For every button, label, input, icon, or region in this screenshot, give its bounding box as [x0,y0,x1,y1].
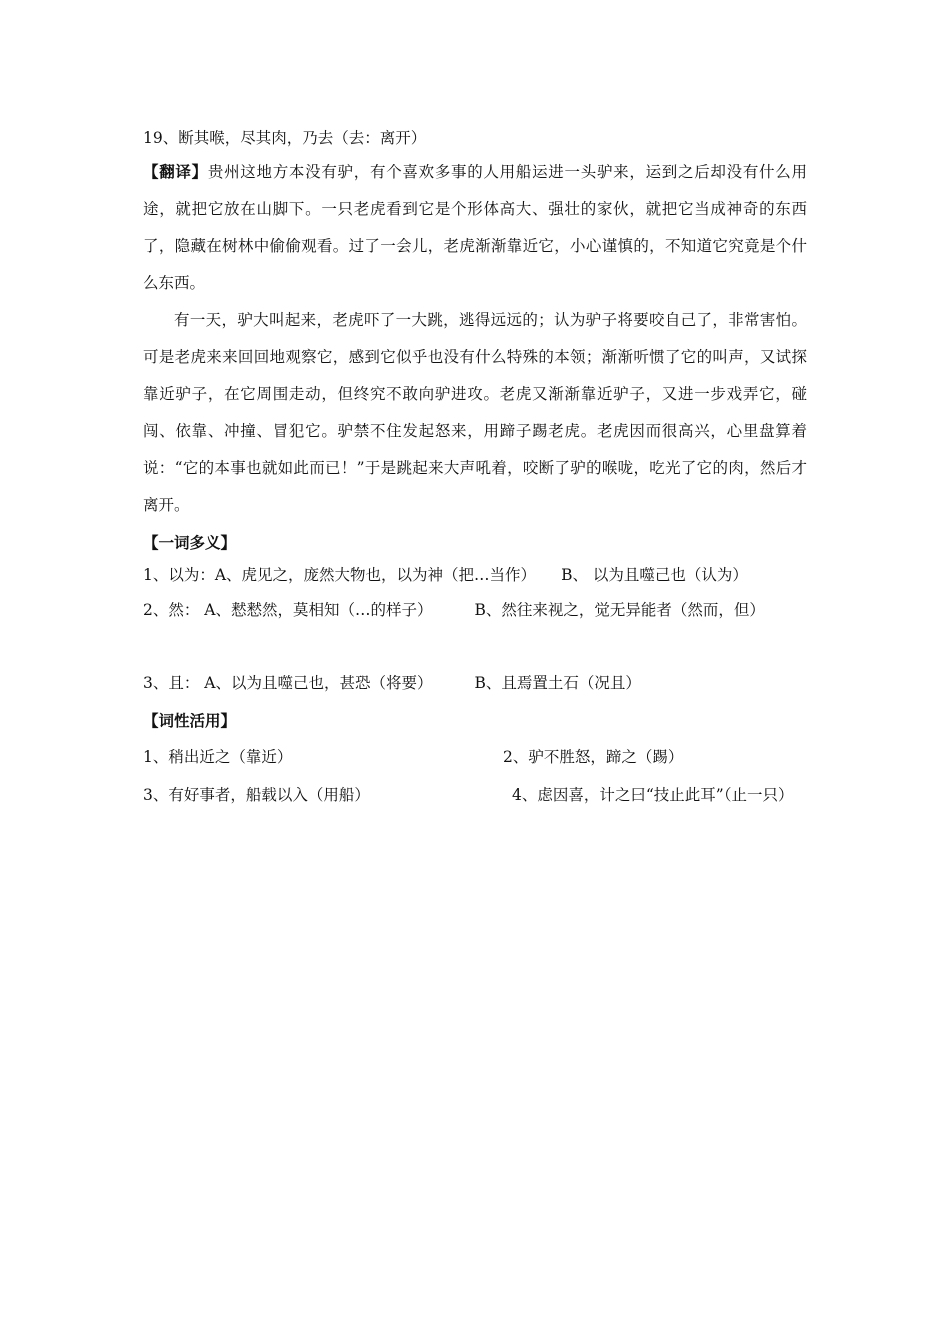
conversion-row-1 [143,739,807,775]
polysemy-item-1 [143,558,807,593]
document-page [143,120,807,813]
translation-heading: 【翻译】 [143,162,208,181]
polysemy-item-1-a: 1、以为：A、虎见之，庞然大物也，以为神（把…当作） [143,566,537,584]
polysemy-heading: 【一词多义】 [143,533,237,552]
polysemy-item-2-a: 2、然： A、慭慭然，莫相知（…的样子） [143,601,433,619]
conversion-heading: 【词性活用】 [143,711,237,730]
polysemy-item-3-a: 3、且： A、以为且噬己也，甚恐（将要） [143,674,433,692]
conversion-item-2: 2、驴不胜怒，蹄之（踢） [503,748,684,766]
annotation-line-19: 19、断其喉，尽其肉，乃去（去：离开） [143,129,427,147]
translation-text-1: 贵州这地方本没有驴，有个喜欢多事的人用船运进一头驴来，运到之后却没有什么用途，就把它放在山脚下。一只老虎看到它是个形体高大、强壮的家伙，就把它当成神奇的东西了，隐藏在树林中偷偷观看。过了一会儿，老虎渐渐靠近它，小心谨慎的，不知道它究竟是个什么东西。 [143,163,807,292]
polysemy-item-3-b: B、且焉置土石（况且） [474,674,641,692]
polysemy-item-2 [143,593,807,628]
polysemy-item-3 [143,663,807,703]
conversion-item-4: 4、虑因喜，计之曰“技止此耳”（止一只） [512,786,794,804]
polysemy-item-2-b: B、然往来视之，觉无异能者（然而，但） [474,601,765,619]
polysemy-item-1-b: B、 以为且噬己也（认为） [561,566,748,584]
conversion-item-3: 3、有好事者，船载以入（用船） [143,786,370,804]
translation-paragraph-2: 有一天，驴大叫起来，老虎吓了一大跳，逃得远远的；认为驴子将要咬自己了，非常害怕。可是老虎来来回回地观察它，感到它似乎也没有什么特殊的本领；渐渐听惯了它的叫声，又试探靠近驴子，在它周围走动，但终究不敢向驴进攻。老虎又渐渐靠近驴子，又进一步戏弄它，碰闯、依靠、冲撞、冒犯它。驴禁不住发起怒来，用蹄子踢老虎。老虎因而很高兴，心里盘算着说：“它的本事也就如此而已！”于是跳起来大声吼着，咬断了驴的喉咙，吃光了它的肉，然后才离开。 [143,311,807,514]
translation-paragraph-1 [143,153,807,302]
conversion-item-1: 1、稍出近之（靠近） [143,748,293,766]
conversion-row-2 [143,777,807,813]
